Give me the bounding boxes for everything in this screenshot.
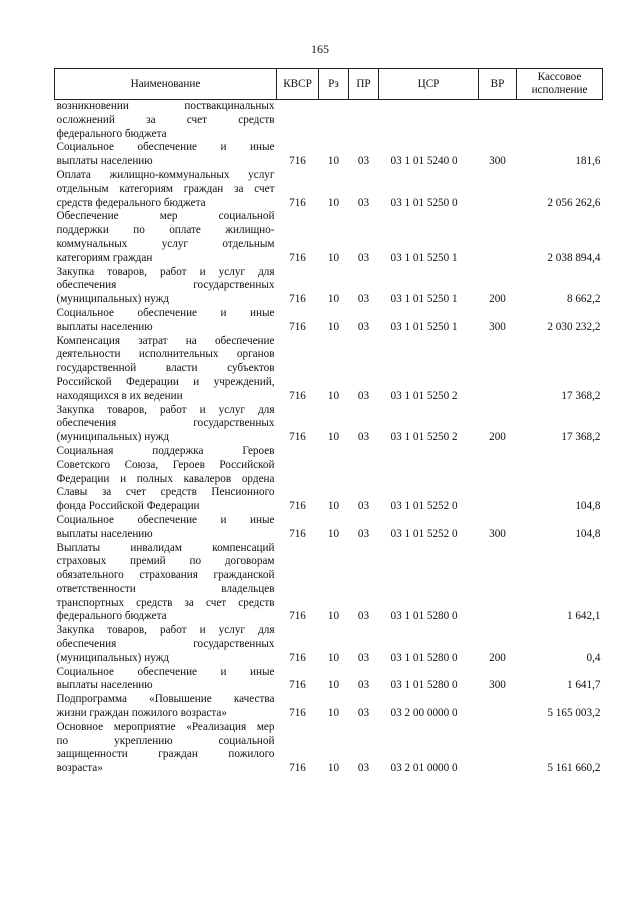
cell-kvsr: 716 <box>289 155 306 168</box>
name-line: Закупка товаров, работ и услуг для <box>56 265 275 278</box>
cell-name <box>55 266 277 307</box>
cell-pr: 03 <box>357 431 370 444</box>
cell-kvsr: 716 <box>289 251 306 264</box>
name-line: Основное мероприятие «Реализация мер <box>56 720 275 733</box>
name-line: выплаты населению <box>56 679 153 692</box>
cell-pr: 03 <box>357 196 370 209</box>
name-line: (муниципальных) нужд <box>56 651 170 664</box>
name-line: государственной власти субъектов <box>56 362 275 375</box>
cell-amount: 181,6 <box>575 155 601 168</box>
table-row <box>55 404 603 445</box>
cell-csr: 03 1 01 5250 2 <box>390 431 458 444</box>
cell-vr <box>479 721 517 776</box>
cell-csr: 03 1 01 5280 0 <box>390 610 458 623</box>
name-line: Советского Союза, Героев Российской <box>56 458 275 471</box>
cell-rz: 10 <box>327 431 340 444</box>
cell-kvsr: 716 <box>289 610 306 623</box>
cell-rz: 10 <box>327 707 340 720</box>
name-line: деятельности исполнительных органов <box>56 348 275 361</box>
cell-name <box>55 210 277 265</box>
cell-csr: 03 1 01 5250 0 <box>390 196 458 209</box>
name-line: категориям граждан <box>56 251 153 264</box>
cell-name <box>55 514 277 542</box>
name-line: Социальное обеспечение и иные <box>56 141 275 154</box>
name-line: отдельным категориям граждан за счет <box>56 182 275 195</box>
table-row <box>55 141 603 169</box>
cell-csr: 03 1 01 5250 1 <box>390 320 458 333</box>
cell-amount: 17 368,2 <box>561 431 601 444</box>
cell-kvsr: 716 <box>289 527 306 540</box>
cell-pr: 03 <box>357 679 370 692</box>
cell-amount: 1 642,1 <box>566 610 601 623</box>
cell-csr: 03 1 01 5252 0 <box>390 527 458 540</box>
name-line: Закупка товаров, работ и услуг для <box>56 624 275 637</box>
cell-name <box>55 307 277 335</box>
name-line: Оплата жилищно-коммунальных услуг <box>56 168 275 181</box>
cell-vr <box>479 169 517 210</box>
cell-kvsr: 716 <box>289 679 306 692</box>
cell-csr: 03 1 01 5240 0 <box>390 155 458 168</box>
cell-pr: 03 <box>357 389 370 402</box>
cell-rz <box>319 100 349 142</box>
name-line: выплаты населению <box>56 320 153 333</box>
cell-csr: 03 1 01 5252 0 <box>390 500 458 513</box>
cell-name <box>55 404 277 445</box>
name-line: Подпрограмма «Повышение качества <box>56 693 275 706</box>
cell-rz: 10 <box>327 679 340 692</box>
cell-kvsr: 716 <box>289 320 306 333</box>
name-line: осложнений за счет средств <box>56 113 275 126</box>
cell-rz: 10 <box>327 762 340 775</box>
name-line: поддержки по оплате жилищно- <box>56 224 275 237</box>
cell-rz: 10 <box>327 196 340 209</box>
cell-name <box>55 721 277 776</box>
cell-vr <box>479 445 517 514</box>
cell-rz: 10 <box>327 610 340 623</box>
name-line: Российской Федерации и учреждений, <box>56 375 275 388</box>
cell-kvsr: 716 <box>289 500 306 513</box>
name-line: Федерации и полных кавалеров ордена <box>56 472 275 485</box>
cell-amount: 8 662,2 <box>566 293 601 306</box>
cell-rz: 10 <box>327 389 340 402</box>
name-line: по укреплению социальной <box>56 734 275 747</box>
header-kvsr: КВСР <box>277 69 319 100</box>
cell-rz: 10 <box>327 500 340 513</box>
table-row <box>55 624 603 665</box>
table-row <box>55 542 603 625</box>
cell-kvsr: 716 <box>289 389 306 402</box>
cell-amount <box>517 100 603 142</box>
name-line: фонда Российской Федерации <box>56 500 200 513</box>
cell-vr: 200 <box>489 651 506 664</box>
cell-amount: 104,8 <box>575 500 601 513</box>
cell-csr: 03 1 01 5280 0 <box>390 679 458 692</box>
header-pr: ПР <box>349 69 379 100</box>
table-row <box>55 335 603 404</box>
cell-csr: 03 2 01 0000 0 <box>390 762 458 775</box>
cell-amount: 2 056 262,6 <box>547 196 601 209</box>
cell-name <box>55 169 277 210</box>
header-vr: ВР <box>479 69 517 100</box>
name-line: Обеспечение мер социальной <box>56 210 275 223</box>
cell-amount: 0,4 <box>586 651 601 664</box>
cell-kvsr: 716 <box>289 196 306 209</box>
cell-csr: 03 1 01 5250 1 <box>390 293 458 306</box>
cell-pr: 03 <box>357 155 370 168</box>
cell-vr <box>479 693 517 721</box>
cell-vr: 300 <box>489 527 506 540</box>
header-rz: Рз <box>319 69 349 100</box>
cell-vr <box>479 210 517 265</box>
header-amount: Кассовое исполнение <box>517 69 603 100</box>
cell-amount: 104,8 <box>575 527 601 540</box>
cell-kvsr: 716 <box>289 651 306 664</box>
page-number: 165 <box>311 42 329 56</box>
cell-amount: 5 165 003,2 <box>547 707 601 720</box>
name-line: выплаты населению <box>56 155 153 168</box>
name-line: защищенности граждан пожилого <box>56 748 275 761</box>
cell-name <box>55 100 277 142</box>
name-line: (муниципальных) нужд <box>56 431 170 444</box>
cell-csr: 03 1 01 5280 0 <box>390 651 458 664</box>
name-line: обеспечения государственных <box>56 279 275 292</box>
name-line: возникновении поствакцинальных <box>56 100 275 112</box>
name-line: страховых премий по договорам <box>56 555 275 568</box>
cell-pr: 03 <box>357 762 370 775</box>
cell-rz: 10 <box>327 251 340 264</box>
name-line: выплаты населению <box>56 527 153 540</box>
cell-pr <box>349 100 379 142</box>
table-body <box>55 100 603 777</box>
cell-name <box>55 666 277 694</box>
cell-name <box>55 141 277 169</box>
table-row <box>55 210 603 265</box>
table-row <box>55 307 603 335</box>
name-line: обязательного страхования гражданской <box>56 569 275 582</box>
cell-pr: 03 <box>357 610 370 623</box>
cell-amount: 17 368,2 <box>561 389 601 402</box>
cell-rz: 10 <box>327 155 340 168</box>
cell-csr: 03 1 01 5250 2 <box>390 389 458 402</box>
cell-kvsr: 716 <box>289 431 306 444</box>
cell-amount: 5 161 660,2 <box>547 762 601 775</box>
cell-rz: 10 <box>327 651 340 664</box>
name-line: транспортных средств за счет средств <box>56 596 275 609</box>
cell-pr: 03 <box>357 651 370 664</box>
name-line: Социальная поддержка Героев <box>56 444 275 457</box>
name-line: Закупка товаров, работ и услуг для <box>56 403 275 416</box>
cell-vr <box>479 542 517 625</box>
name-line: Социальное обеспечение и иные <box>56 665 275 678</box>
cell-pr: 03 <box>357 500 370 513</box>
cell-amount: 1 641,7 <box>566 679 601 692</box>
cell-pr: 03 <box>357 320 370 333</box>
name-line: Выплаты инвалидам компенсаций <box>56 541 275 554</box>
cell-kvsr <box>277 100 319 142</box>
cell-vr <box>479 100 517 142</box>
cell-vr: 300 <box>489 679 506 692</box>
name-line: федерального бюджета <box>56 127 167 140</box>
table-row <box>55 266 603 307</box>
name-line: коммунальных услуг отдельным <box>56 237 275 250</box>
name-line: Компенсация затрат на обеспечение <box>56 334 275 347</box>
name-line: возраста» <box>56 762 103 775</box>
cell-name <box>55 335 277 404</box>
name-line: Славы за счет средств Пенсионного <box>56 486 275 499</box>
table-row <box>55 445 603 514</box>
cell-csr: 03 1 01 5250 1 <box>390 251 458 264</box>
cell-name <box>55 542 277 625</box>
cell-vr: 300 <box>489 320 506 333</box>
cell-pr: 03 <box>357 293 370 306</box>
cell-pr: 03 <box>357 251 370 264</box>
cell-kvsr: 716 <box>289 293 306 306</box>
cell-rz: 10 <box>327 293 340 306</box>
name-line: находящихся в их ведении <box>56 389 183 402</box>
name-line: Социальное обеспечение и иные <box>56 306 275 319</box>
name-line: Социальное обеспечение и иные <box>56 513 275 526</box>
name-line: жизни граждан пожилого возраста» <box>56 707 227 720</box>
name-line: обеспечения государственных <box>56 638 275 651</box>
name-line: ответственности владельцев <box>56 582 275 595</box>
budget-execution-table <box>54 68 603 776</box>
table-row <box>55 169 603 210</box>
cell-pr: 03 <box>357 707 370 720</box>
cell-vr: 200 <box>489 431 506 444</box>
table-header-row <box>55 69 603 100</box>
name-line: обеспечения государственных <box>56 417 275 430</box>
cell-name <box>55 624 277 665</box>
cell-amount: 2 038 894,4 <box>547 251 601 264</box>
cell-csr <box>379 100 479 142</box>
header-name: Наименование <box>55 69 277 100</box>
header-csr: ЦСР <box>379 69 479 100</box>
cell-rz: 10 <box>327 320 340 333</box>
cell-name <box>55 693 277 721</box>
name-line: федерального бюджета <box>56 610 167 623</box>
name-line: (муниципальных) нужд <box>56 293 170 306</box>
cell-name <box>55 445 277 514</box>
cell-rz: 10 <box>327 527 340 540</box>
table-row <box>55 666 603 694</box>
cell-pr: 03 <box>357 527 370 540</box>
cell-csr: 03 2 00 0000 0 <box>390 707 458 720</box>
cell-vr <box>479 335 517 404</box>
table-row <box>55 721 603 776</box>
cell-vr: 200 <box>489 293 506 306</box>
table-row <box>55 514 603 542</box>
cell-amount: 2 030 232,2 <box>547 320 601 333</box>
table-row <box>55 693 603 721</box>
table-row <box>55 100 603 142</box>
cell-kvsr: 716 <box>289 762 306 775</box>
cell-kvsr: 716 <box>289 707 306 720</box>
name-line: средств федерального бюджета <box>56 196 206 209</box>
cell-vr: 300 <box>489 155 506 168</box>
